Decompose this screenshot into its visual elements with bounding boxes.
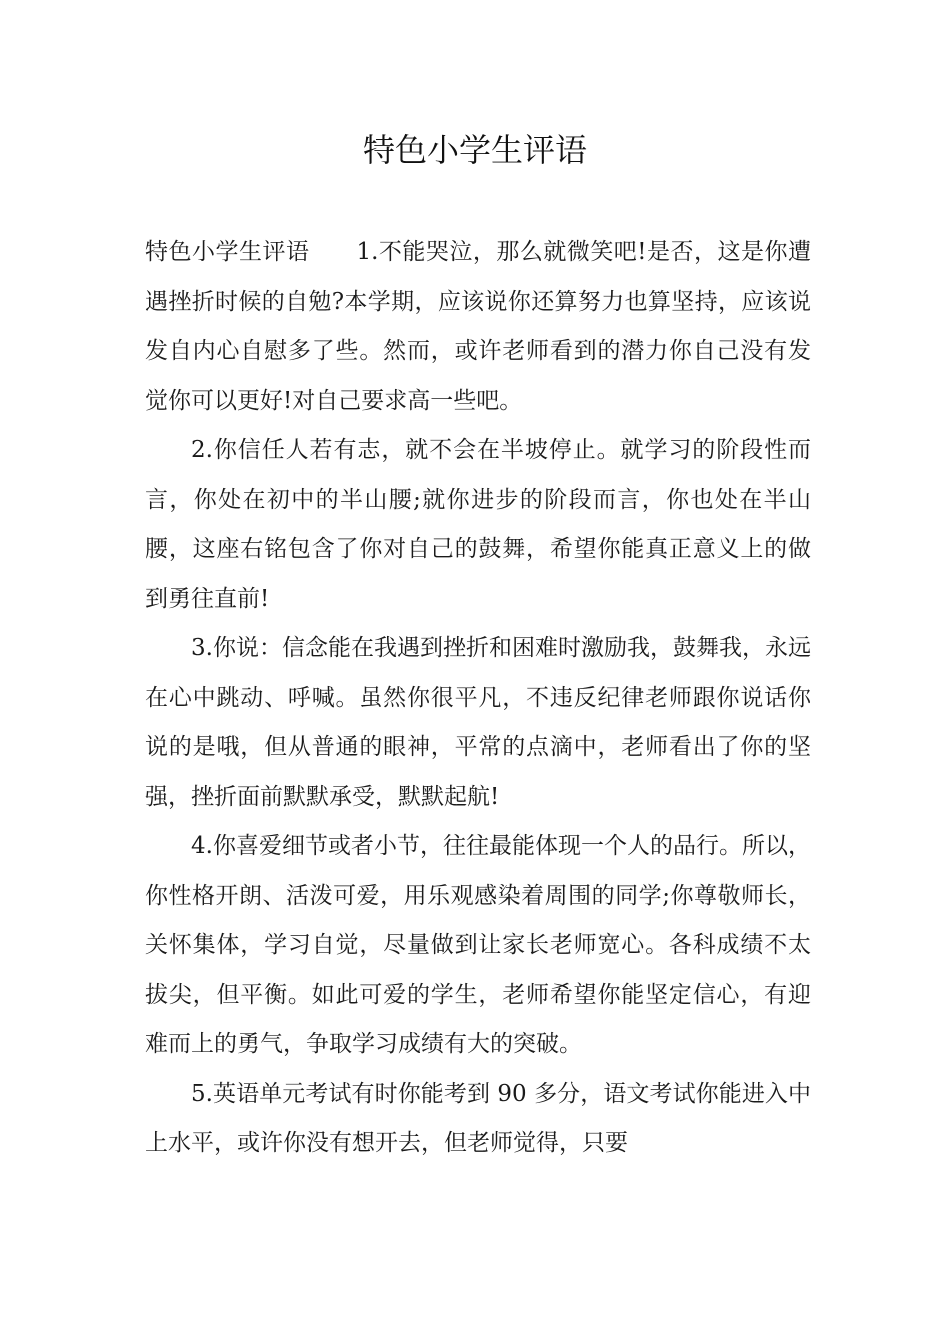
document-body bbox=[145, 228, 811, 1169]
paragraph-intro: 特色小学生评语 1.不能哭泣，那么就微笑吧!是否，这是你遭遇挫折时候的自勉?本学期，应该说你还算努力也算坚持，应该说发自内心自慰多了些。然而，或许老师看到的潜力你自己没有发觉你可以更好!对自己要求高一些吧。 bbox=[145, 239, 811, 414]
paragraph-2: 2.你信任人若有志，就不会在半坡停止。就学习的阶段性而言，你处在初中的半山腰;就你进步的阶段而言，你也处在半山腰，这座右铭包含了你对自己的鼓舞，希望你能真正意义上的做到勇往直前! bbox=[145, 437, 811, 612]
paragraph-5: 5.英语单元考试有时你能考到 90 多分，语文考试你能进入中上水平，或许你没有想开去，但老师觉得，只要 bbox=[145, 1080, 811, 1156]
document-title: 特色小学生评语 bbox=[362, 131, 587, 169]
paragraph-4: 4.你喜爱细节或者小节，往往最能体现一个人的品行。所以，你性格开朗、活泼可爱，用乐观感染着周围的同学;你尊敬师长，关怀集体，学习自觉，尽量做到让家长老师宽心。各科成绩不太拔尖，但平衡。如此可爱的学生，老师希望你能坚定信心，有迎难而上的勇气，争取学习成绩有大的突破。 bbox=[145, 833, 811, 1057]
paragraph-3: 3.你说：信念能在我遇到挫折和困难时激励我，鼓舞我，永远在心中跳动、呼喊。虽然你很平凡，不违反纪律老师跟你说话你说的是哦，但从普通的眼神，平常的点滴中，老师看出了你的坚强，挫折面前默默承受，默默起航! bbox=[145, 635, 811, 810]
